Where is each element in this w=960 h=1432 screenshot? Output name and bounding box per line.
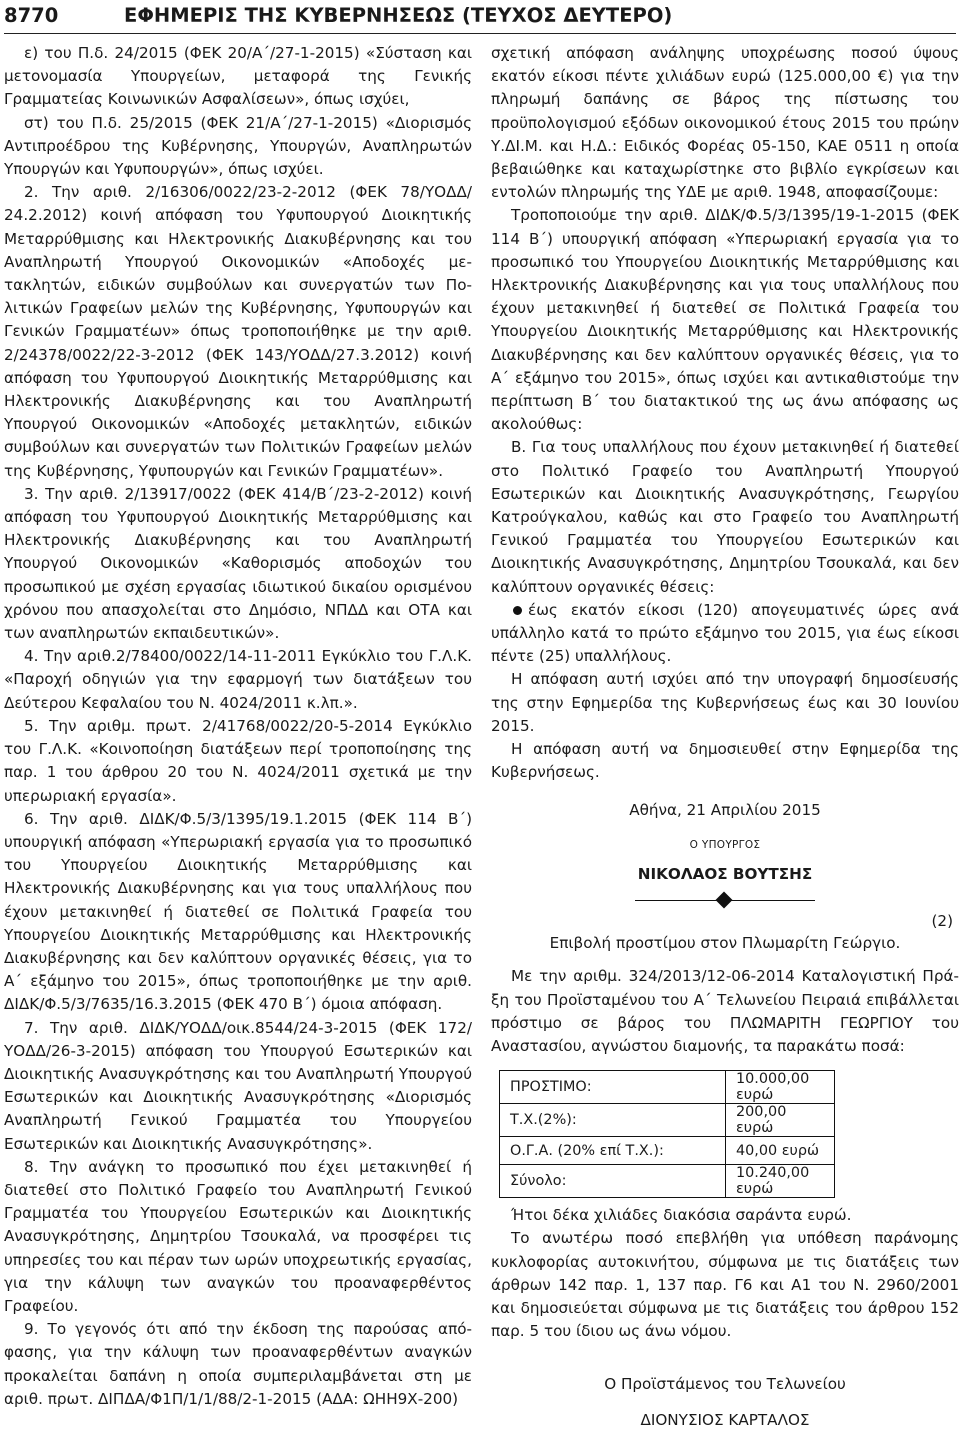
- paragraph-section-b: Β. Για τους υπαλλήλους που έχουν μετακινηθεί ή διατεθεί στο Πολιτικό Γραφείο του Αναπληρωτή Υπουργού Εσωτερικών και Διοικητικής Ανασυγκρότησης, Γεωργίου Κατρούγκαλου, καθώς και στο Γραφείο του Αναπληρωτή Γενικού Γραμματέα του Υπουργείου Εσωτερικών και Διοικητικής Ανασυγκρότησης, Δημητρίου Τσουκαλά, και δεν καλύπτουν οργανικές θέσεις:: [491, 438, 959, 596]
- paragraph: στ) του Π.δ. 25/2015 (ΦΕΚ 21/Α΄/27-1-2015) «Διορισμός Αντιπροέδρου της Κυβέρνησης, Υπουργών, Αναπληρωτών Υπουργών και Υφυπουργών», όπως ισχύει.: [4, 113, 472, 179]
- gazette-title: ΕΦΗΜΕΡΙΣ ΤΗΣ ΚΥΒΕΡΝΗΣΕΩΣ (ΤΕΥΧΟΣ ΔΕΥΤΕΡΟ): [124, 4, 673, 27]
- fine-table: [499, 1070, 835, 1198]
- paragraph: 3. Την αριθ. 2/13917/0022 (ΦΕΚ 414/Β΄/23-2-2012) κοινή απόφαση του Υφυπουργού Διοικητικής Μεταρρύθμισης και Ηλεκτρονικής Διακυβέρνησης και του Αναπληρωτή Υπουργού Οικονομικών «Καθορισμός αποδοχών του προσωπικού με σχέση εργασίας ιδιωτικού δικαίου ορισμένου χρόνου που απασχολείται στο Δημόσιο, ΝΠΔΔ και ΟΤΑ και των αναπληρωτών εκπαιδευτικών».: [4, 484, 472, 643]
- bullet-icon: [513, 606, 522, 615]
- paragraph-validity: Η απόφαση αυτή ισχύει από την υπογραφή δημοσίευσής της στην Εφημερίδα της Κυβερνήσεως έως και 30 Ιουνίου 2015.: [491, 670, 959, 735]
- section-divider: [491, 890, 959, 912]
- signature2-name: ΔΙΟΝΥΣΙΟΣ ΚΑΡΤΑΛΟΣ: [640, 1410, 810, 1429]
- paragraph: 9. Το γεγονός ότι από την έκδοση της παρούσας απόφασης, για την κάλυψη των προαναφερθέντων αναγκών προκαλείται δαπάνη η οποία συμπεριλαμβάνεται στη με αριθ. πρωτ. ΔΙΠΔΑ/Φ1Π/1/1/88/2-1-2015 (ΑΔΑ: ΩΗΗ9Χ-200): [4, 1320, 472, 1408]
- diamond-icon: [716, 892, 733, 909]
- fine-amount: 10.000,00 ευρώ: [726, 1071, 835, 1104]
- fine-amount: 200,00 ευρώ: [726, 1104, 835, 1137]
- paragraph: 7. Την αριθ. ΔΙΔΚ/ΥΟΔΔ/οικ.8544/24-3-2015 (ΦΕΚ 172/ ΥΟΔΔ/26-3-2015) απόφαση του Υπουργού Εσωτερικών και Διοικητικής Ανασυγκρότησης και του Αναπληρωτή Υπουργού Εσωτερικών και Διοικητικής Ανασυγκρότησης «Διορισμός Αναπληρωτή Γενικού Γραμματέα του Υπουργείου Εσωτερικών και Διοικητικής Ανασυγκρότησης».: [4, 1018, 472, 1153]
- paragraph-decision: Με την αριθμ. 324/2013/12-06-2014 Καταλογιστική Πράξη του Προϊσταμένου του Α΄ Τελωνείου Πειραιά επιβάλλεται πρόστιμο σε βάρος του ΠΛΩΜΑΡΙΤΗ ΓΕΩΡΓΙΟΥ του Αναστασίου, αγνώστου διαμονής, τα παρακάτω ποσά:: [491, 967, 959, 1055]
- right-column: [491, 42, 959, 1432]
- paragraph-amend: Τροποποιούμε την αριθ. ΔΙΔΚ/Φ.5/3/1395/19-1-2015 (ΦΕΚ 114 Β΄) υπουργική απόφαση «Υπερωριακή εργασία για το προσωπικό του Υπουργείου Διοικητικής Μεταρρύθμισης και Ηλεκτρονικής Διακυβέρνησης και για τους υπαλλήλους που έχουν μετακινηθεί ή διατεθεί σε Πολιτικά Γραφεία του Υπουργείου Διοικητικής Μεταρρύθμισης και Ηλεκτρονικής Διακυβέρνησης και δεν καλύπτουν οργανικές θέσεις, για το Α΄ εξάμηνο του 2015», όπως ισχύει και αντικαθιστούμε την περίπτωση Β΄ του διατακτικού της ως άνω απόφασης ως ακολούθως:: [491, 206, 959, 434]
- section-title: Επιβολή προστίμου στον Πλωμαρίτη Γεώργιο.: [549, 934, 901, 953]
- table-row: [500, 1104, 835, 1137]
- paragraph: 2. Την αριθ. 2/16306/0022/23-2-2012 (ΦΕΚ 78/ΥΟΔΔ/ 24.2.2012) κοινή απόφαση του Υφυπουργού Διοικητικής Μεταρρύθμισης και Ηλεκτρονικής Διακυβέρνησης και του Αναπληρωτή Υπουργού Οικονομικών «Αποδοχές μετακλητών, ειδικών συμβούλων και συνεργατών των Πολιτικών Γραφείων μελών της Κυβέρνησης, Υφυπουργών και Γενικών Γραμματέων» όπως τροποποιήθηκε με την αριθ. 2/24378/0022/22-3-2012 (ΦΕΚ 143/ΥΟΔΔ/27.3.2012) κοινή απόφαση του Υφυπουργού Διοικητικής Μεταρρύθμισης και Ηλεκτρονικής Διακυβέρνησης και του Αναπληρωτή Υπουργού Οικονομικών «Αποδοχές μετακλητών, ειδικών συμβούλων και συνεργατών των Πολιτικών Γραφείων μελών της Κυβέρνησης, Υφυπουργών και Γενικών Γραμματέων».: [4, 183, 472, 480]
- signature-place-date: Αθήνα, 21 Απριλίου 2015: [629, 800, 821, 819]
- bullet-item: [491, 599, 959, 669]
- paragraph-in-words: Ήτοι δέκα χιλιάδες διακόσια σαράντα ευρώ.: [511, 1206, 852, 1225]
- left-column: [4, 42, 472, 1411]
- fine-amount: 10.240,00 ευρώ: [726, 1165, 835, 1198]
- fine-label: Ο.Γ.Α. (20% επί Τ.Χ.):: [500, 1137, 726, 1165]
- signature-name: ΝΙΚΟΛΑΟΣ ΒΟΥΤΣΗΣ: [637, 864, 813, 883]
- fine-label: ΠΡΟΣΤΙΜΟ:: [500, 1071, 726, 1104]
- fine-amount: 40,00 ευρώ: [726, 1137, 835, 1165]
- page-header: [4, 2, 954, 32]
- section-number: (2): [931, 912, 953, 931]
- paragraph-publish: Η απόφαση αυτή να δημοσιευθεί στην Εφημερίδα της Κυβερνήσεως.: [491, 740, 959, 782]
- page-number: 8770: [4, 4, 59, 27]
- bullet-text: έως εκατόν είκοσι (120) απογευματινές ώρες ανά υπάλληλο κατά το πρώτο εξάμηνο του 2015, για έως είκοσι πέντε (25) υπαλλήλους.: [491, 600, 959, 666]
- signature2-role: Ο Προϊστάμενος του Τελωνείου: [604, 1375, 846, 1394]
- fine-label: Σύνολο:: [500, 1165, 726, 1198]
- header-rule: [4, 33, 956, 34]
- fine-label: Τ.Χ.(2%):: [500, 1104, 726, 1137]
- table-row: [500, 1165, 835, 1198]
- signature-role: Ο ΥΠΟΥΡΓΟΣ: [689, 838, 761, 851]
- paragraph-intro: σχετική απόφαση ανάληψης υποχρέωσης ποσού ύψους εκατόν είκοσι πέντε χιλιάδων ευρώ (125.000,00 €) για την πληρωμή δαπάνης σε βάρος της πίστωσης του προϋπολογισμού εξόδων οικονομικού έτους 2015 του πρώην Υ.ΔΙ.Μ. και Η.Δ.: Ειδικός Φορέας 05-150, ΚΑΕ 0511 η οποία βεβαιώθηκε και καταχωρίστηκε στο βιβλίο εγκρίσεων και εντολών πληρωμής της ΥΔΕ με αριθ. 1948, αποφασίζουμε:: [491, 44, 959, 202]
- paragraph-liability: Το ανωτέρω ποσό επεβλήθη για υπόθεση παράνομης κυκλοφορίας αυτοκινήτου, σύμφωνα με τις διατάξεις των άρθρων 142 παρ. 1, 137 παρ. Γ6 και Α1 του Ν. 2960/2001 και δημοσιεύεται σύμφωνα με τις διατάξεις του άρθρου 152 παρ. 5 του ίδιου ως άνω νόμου.: [491, 1229, 959, 1341]
- paragraph: 8. Την ανάγκη το προσωπικό που έχει μετακινηθεί ή διατεθεί στο Πολιτικό Γραφείο του Αναπληρωτή Γενικού Γραμματέα του Υπουργείου Εσωτερικών και Διοικητικής Ανασυγκρότησης, Δημητρίου Τσουκαλά, να προσφέρει τις υπηρεσίες του και πέραν των ωρών υποχρεωτικής εργασίας, για την κάλυψη των αναγκών του προαναφερθέντος Γραφείου.: [4, 1157, 472, 1315]
- table-row: [500, 1137, 835, 1165]
- section-number-row: [491, 912, 959, 934]
- table-row: [500, 1071, 835, 1104]
- paragraph: 6. Την αριθ. ΔΙΔΚ/Φ.5/3/1395/19.1.2015 (ΦΕΚ 114 Β΄) υπουργική απόφαση «Υπερωριακή εργασία για το προσωπικό του Υπουργείου Διοικητικής Μεταρρύθμισης και Ηλεκτρονικής Διακυβέρνησης και για τους υπαλλήλους που έχουν μετακινηθεί ή διατεθεί σε Πολιτικά Γραφεία του Υπουργείου Διοικητικής Μεταρρύθμισης και Ηλεκτρονικής Διακυβέρνησης και δεν καλύπτουν οργανικές θέσεις, για το Α΄ εξάμηνο του 2015», όπως τροποποιήθηκε με την αριθ. ΔΙΔΚ/Φ.5/3/7635/16.3.2015 (ΦΕΚ 470 Β΄) όμοια απόφαση.: [4, 809, 472, 1014]
- paragraph: 4. Την αριθ.2/78400/0022/14-11-2011 Εγκύκλιο του Γ.Λ.Κ. «Παροχή οδηγιών για την εφαρμογή των διατάξεων του Δεύτερου Κεφαλαίου του Ν. 4024/2011 κ.λπ.».: [4, 647, 472, 712]
- paragraph: 5. Την αριθμ. πρωτ. 2/41768/0022/20-5-2014 Εγκύκλιο του Γ.Λ.Κ. «Κοινοποίηση διατάξεων περί τροποποίησης της παρ. 1 του άρθρου 20 του Ν. 4024/2011 σχετικά με την υπερωριακή εργασία».: [4, 716, 472, 805]
- paragraph: ε) του Π.δ. 24/2015 (ΦΕΚ 20/Α΄/27-1-2015) «Σύσταση και μετονομασία Υπουργείων, μεταφορά της Γενικής Γραμματείας Κοινωνικών Ασφαλίσεων», όπως ισχύει,: [4, 44, 472, 109]
